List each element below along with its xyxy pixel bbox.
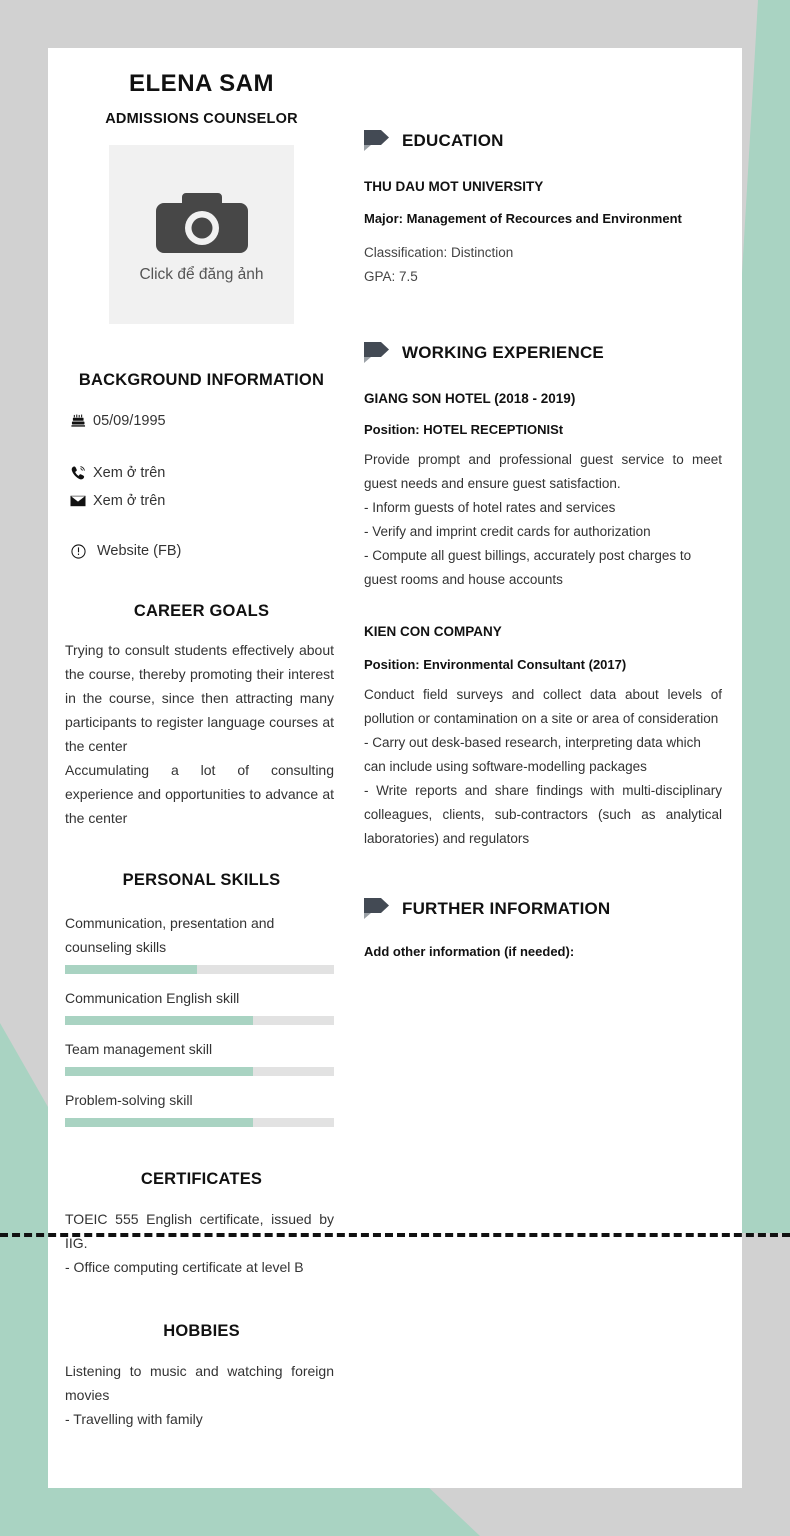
info-row-date-of-birth [67,413,338,429]
skill-label: Team management skill [65,1041,213,1057]
certificates-heading: CERTIFICATES [140,1170,263,1188]
hobbies-body [65,1359,338,1431]
experience-bullet: - Inform guests of hotel rates and services [364,500,616,515]
flag-banner-icon [364,342,390,364]
experience-bullet: - Carry out desk-based research, interpreting data which can include using software-modelling packages [364,735,701,774]
email-value: Xem ở trên [93,493,166,509]
experience-bullet: - Write reports and share findings with multi-disciplinary colleagues, clients, sub-contractors (such as analytical laboratories) and regulators [364,783,722,846]
personal-skills-list [65,911,338,1127]
education-organization: THU DAU MOT UNIVERSITY [364,179,544,194]
education-major: Major: Management of Recources and Environment [364,211,682,226]
hobby-line: - Travelling with family [65,1411,203,1427]
hobby-line: Listening to music and watching foreign movies [65,1363,334,1403]
skill-label: Communication, presentation and counseling skills [65,915,275,955]
phone-icon [67,466,89,481]
resume-page [48,48,742,1488]
experience-position: Position: HOTEL RECEPTIONISt [364,422,564,437]
skill-progress-track [65,1118,334,1127]
skill-item [65,911,334,974]
experience-summary: Conduct field surveys and collect data about levels of pollution or contamination on a site or area of consideration [364,687,722,726]
experience-bullet-list [364,731,722,851]
further-information-note: Add other information (if needed): [364,944,575,959]
skill-progress-track [65,1016,334,1025]
career-goals-body [65,638,338,830]
certificate-line: - Office computing certificate at level B [65,1259,304,1275]
candidate-name: ELENA SAM [129,70,274,97]
working-experience-title: WORKING EXPERIENCE [402,343,604,362]
career-goals-heading: CAREER GOALS [133,602,270,620]
info-row-website [67,543,338,559]
date-of-birth-value: 05/09/1995 [93,413,166,429]
experience-summary: Provide prompt and professional guest service to meet guest needs and ensure guest satisfaction. [364,452,722,491]
further-information-section-header [364,898,722,920]
camera-icon [156,185,248,257]
birthday-cake-icon [67,414,89,429]
flag-banner-icon [364,898,390,920]
skill-item [65,1037,334,1076]
skill-progress-fill [65,1067,253,1076]
skill-progress-fill [65,965,197,974]
info-row-phone [67,465,338,481]
resume-left-column [48,48,338,1488]
further-information-title: FURTHER INFORMATION [402,899,611,918]
skill-progress-track [65,1067,334,1076]
page-cut-dashed-line [0,1233,790,1237]
certificate-line: TOEIC 555 English certificate, issued by IIG. [65,1211,334,1251]
experience-position: Position: Environmental Consultant (2017) [364,657,627,672]
background-information-heading: BACKGROUND INFORMATION [78,371,325,389]
experience-bullet: - Compute all guest billings, accurately post charges to guest rooms and house accounts [364,548,692,587]
skill-item [65,1088,334,1127]
skill-label: Problem-solving skill [65,1092,193,1108]
education-gpa: GPA: 7.5 [364,269,418,284]
experience-organization: GIANG SON HOTEL (2018 - 2019) [364,391,576,406]
education-section-header [364,130,722,152]
education-classification: Classification: Distinction [364,245,514,260]
info-circle-icon [67,544,89,559]
skill-item [65,986,334,1025]
skill-progress-fill [65,1016,253,1025]
resume-right-column [338,48,742,1488]
envelope-icon [67,495,89,507]
photo-upload-hint: Click để đăng ảnh [139,266,264,283]
career-goals-paragraph: Accumulating a lot of consulting experience and opportunities to advance at the center [65,762,334,826]
website-value: Website (FB) [97,543,182,559]
candidate-role: ADMISSIONS COUNSELOR [105,111,298,127]
experience-bullet-list [364,496,722,592]
personal-skills-heading: PERSONAL SKILLS [122,871,281,889]
experience-bullet: - Verify and imprint credit cards for authorization [364,524,651,539]
certificates-body [65,1207,338,1279]
skill-progress-fill [65,1118,253,1127]
education-title: EDUCATION [402,131,504,150]
working-experience-section-header [364,342,722,364]
skill-progress-track [65,965,334,974]
experience-organization: KIEN CON COMPANY [364,624,502,639]
photo-upload-placeholder[interactable] [109,145,294,324]
skill-label: Communication English skill [65,990,240,1006]
info-row-email [67,493,338,509]
flag-banner-icon [364,130,390,152]
hobbies-heading: HOBBIES [163,1322,240,1340]
phone-value: Xem ở trên [93,465,166,481]
career-goals-paragraph: Trying to consult students effectively about the course, thereby promoting their interest in the course, since then attracting many participants to register language courses at the center [65,642,334,754]
